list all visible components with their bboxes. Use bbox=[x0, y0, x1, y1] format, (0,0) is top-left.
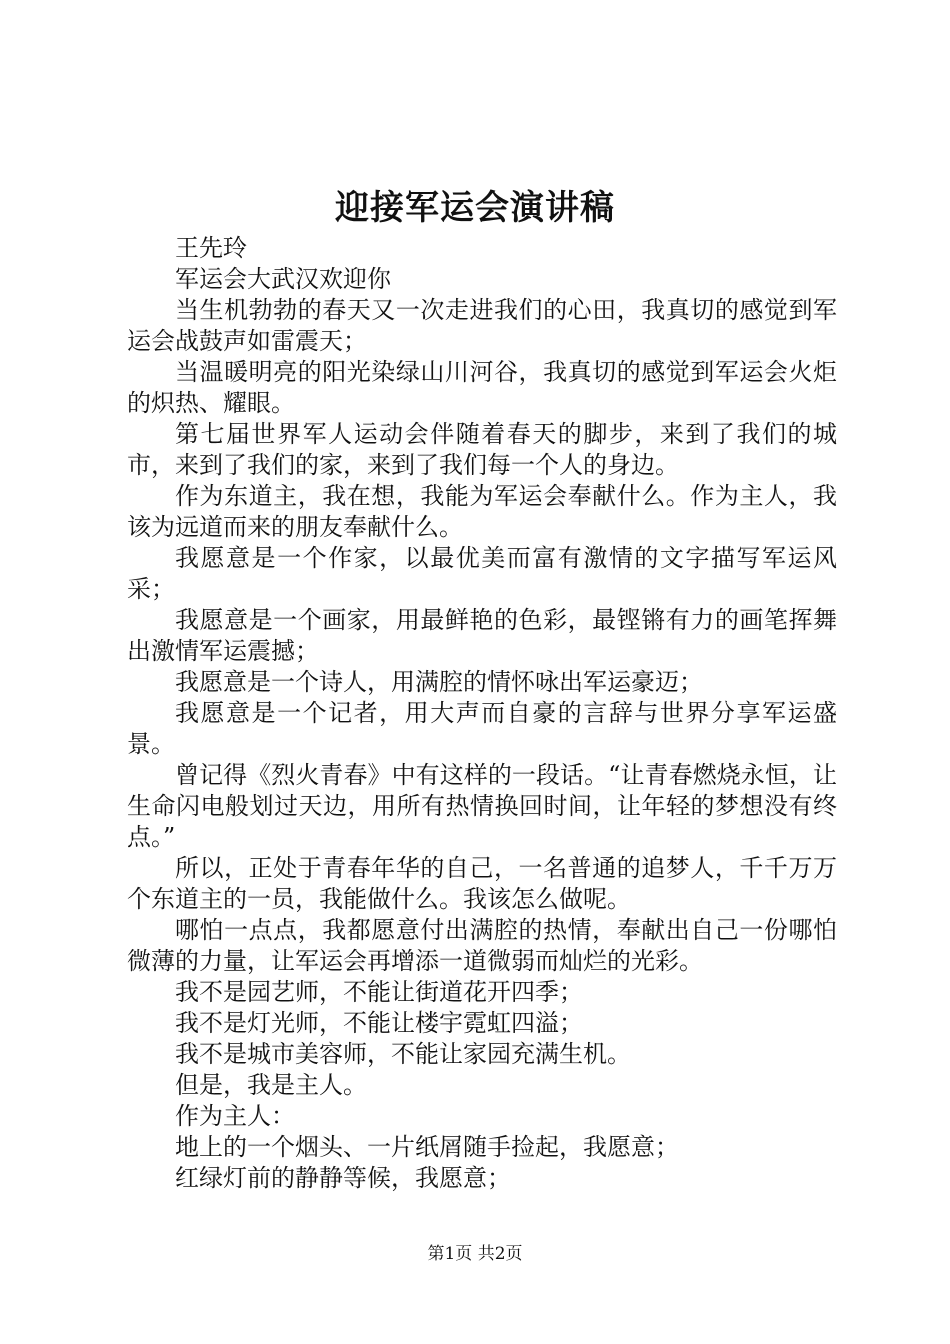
paragraph: 所以，正处于青春年华的自己，一名普通的追梦人，千千万万个东道主的一员，我能做什么。我该怎么做呢。 bbox=[127, 854, 837, 913]
paragraph: 我不是园艺师，不能让街道花开四季； bbox=[175, 978, 583, 1006]
paragraph: 我愿意是一个记者，用大声而自豪的言辞与世界分享军运盛景。 bbox=[127, 699, 837, 758]
paragraph: 红绿灯前的静静等候，我愿意； bbox=[175, 1164, 511, 1192]
page-number-footer: 第1页 共2页 bbox=[427, 1244, 523, 1264]
paragraph: 我愿意是一个诗人，用满腔的情怀咏出军运豪迈； bbox=[175, 668, 703, 696]
paragraph: 曾记得《烈火青春》中有这样的一段话。“让青春燃烧永恒，让生命闪电般划过天边，用所有热情换回时间，让年轻的梦想没有终点。” bbox=[127, 761, 837, 851]
author-line: 王先玲 bbox=[175, 234, 247, 262]
document-body bbox=[127, 233, 837, 1194]
paragraph: 当温暖明亮的阳光染绿山川河谷，我真切的感觉到军运会火炬的炽热、耀眼。 bbox=[127, 358, 837, 417]
paragraph: 我不是城市美容师，不能让家园充满生机。 bbox=[175, 1040, 631, 1068]
paragraph: 作为主人： bbox=[175, 1102, 295, 1130]
paragraph: 我不是灯光师，不能让楼宇霓虹四溢； bbox=[175, 1009, 583, 1037]
paragraph: 我愿意是一个作家，以最优美而富有激情的文字描写军运风采； bbox=[127, 544, 837, 603]
paragraph: 第七届世界军人运动会伴随着春天的脚步，来到了我们的城市，来到了我们的家，来到了我们每一个人的身边。 bbox=[127, 420, 837, 479]
paragraph: 作为东道主，我在想，我能为军运会奉献什么。作为主人，我该为远道而来的朋友奉献什么。 bbox=[127, 482, 837, 541]
paragraph: 但是，我是主人。 bbox=[175, 1071, 367, 1099]
paragraph: 我愿意是一个画家，用最鲜艳的色彩，最铿锵有力的画笔挥舞出激情军运震撼； bbox=[127, 606, 837, 665]
paragraph: 哪怕一点点，我都愿意付出满腔的热情，奉献出自己一份哪怕微薄的力量，让军运会再增添一道微弱而灿烂的光彩。 bbox=[127, 916, 837, 975]
paragraph: 当生机勃勃的春天又一次走进我们的心田，我真切的感觉到军运会战鼓声如雷震天； bbox=[127, 296, 837, 355]
document-title: 迎接军运会演讲稿 bbox=[335, 188, 615, 228]
paragraph: 地上的一个烟头、一片纸屑随手捡起，我愿意； bbox=[175, 1133, 679, 1161]
subtitle-line: 军运会大武汉欢迎你 bbox=[175, 265, 391, 293]
